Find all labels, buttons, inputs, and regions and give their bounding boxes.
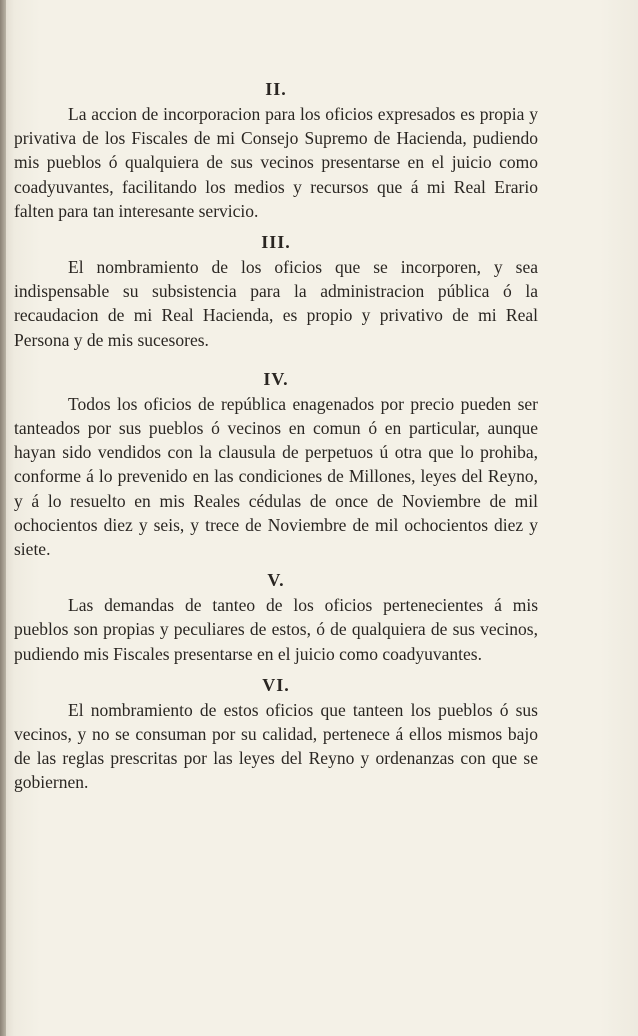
section-heading: II. (265, 79, 287, 99)
book-spine (0, 0, 6, 1036)
section-v (14, 567, 538, 666)
section-paragraph: El nombramiento de los oficios que se incorporen, y sea indispensable su subsistencia para la administracion pública ó la recaudacion de mi Real Hacienda, es propio y privativo de mi Real Persona y de mis sucesores. (14, 257, 538, 350)
section-iii (14, 229, 538, 352)
spacer (14, 358, 538, 366)
section-heading: V. (267, 570, 285, 591)
section-heading: IV. (263, 368, 289, 389)
section-paragraph: El nombramiento de estos oficios que tanteen los pueblos ó sus vecinos, y no se consuman por su calidad, pertenece á ellos mismos bajo de las reglas prescritas por las leyes del Reyno y ordenanzas con que se gobiernen. (14, 699, 538, 793)
section-paragraph: Las demandas de tanteo de los oficios pertenecientes á mis pueblos son propias y peculiares de estos, ó de qualquiera de sus vecinos, pudiendo mis Fiscales presentarse en el juicio como coadyuvantes. (14, 595, 538, 664)
section-paragraph: La accion de incorporacion para los oficios expresados es propia y privativa de los Fiscales de mi Consejo Supremo de Hacienda, pudiendo mis pueblos ó qualquiera de sus vecinos presentarse en el juicio como coadyuvantes, facilitando los medios y recursos que á mi Real Erario falten para tan interesante servicio. (14, 104, 538, 221)
section-heading: III. (261, 232, 291, 253)
section-heading: VI. (262, 674, 290, 695)
section-vi (14, 672, 538, 795)
page-body (14, 76, 538, 801)
section-iv (14, 366, 538, 561)
section-ii (14, 76, 538, 223)
section-paragraph: Todos los oficios de república enagenados por precio pueden ser tanteados por sus pueblos ó vecinos en comun ó en particular, aunque hayan sido vendidos con la clausula de perpetuos ú otra que lo prohiba, conforme á lo prevenido en las condiciones de Millones, leyes del Reyno, y á lo resuelto en mis Reales cédulas de once de Noviembre de mil ochocientos diez y seis, y trece de Noviembre de mil ochocientos diez y siete. (14, 393, 538, 560)
